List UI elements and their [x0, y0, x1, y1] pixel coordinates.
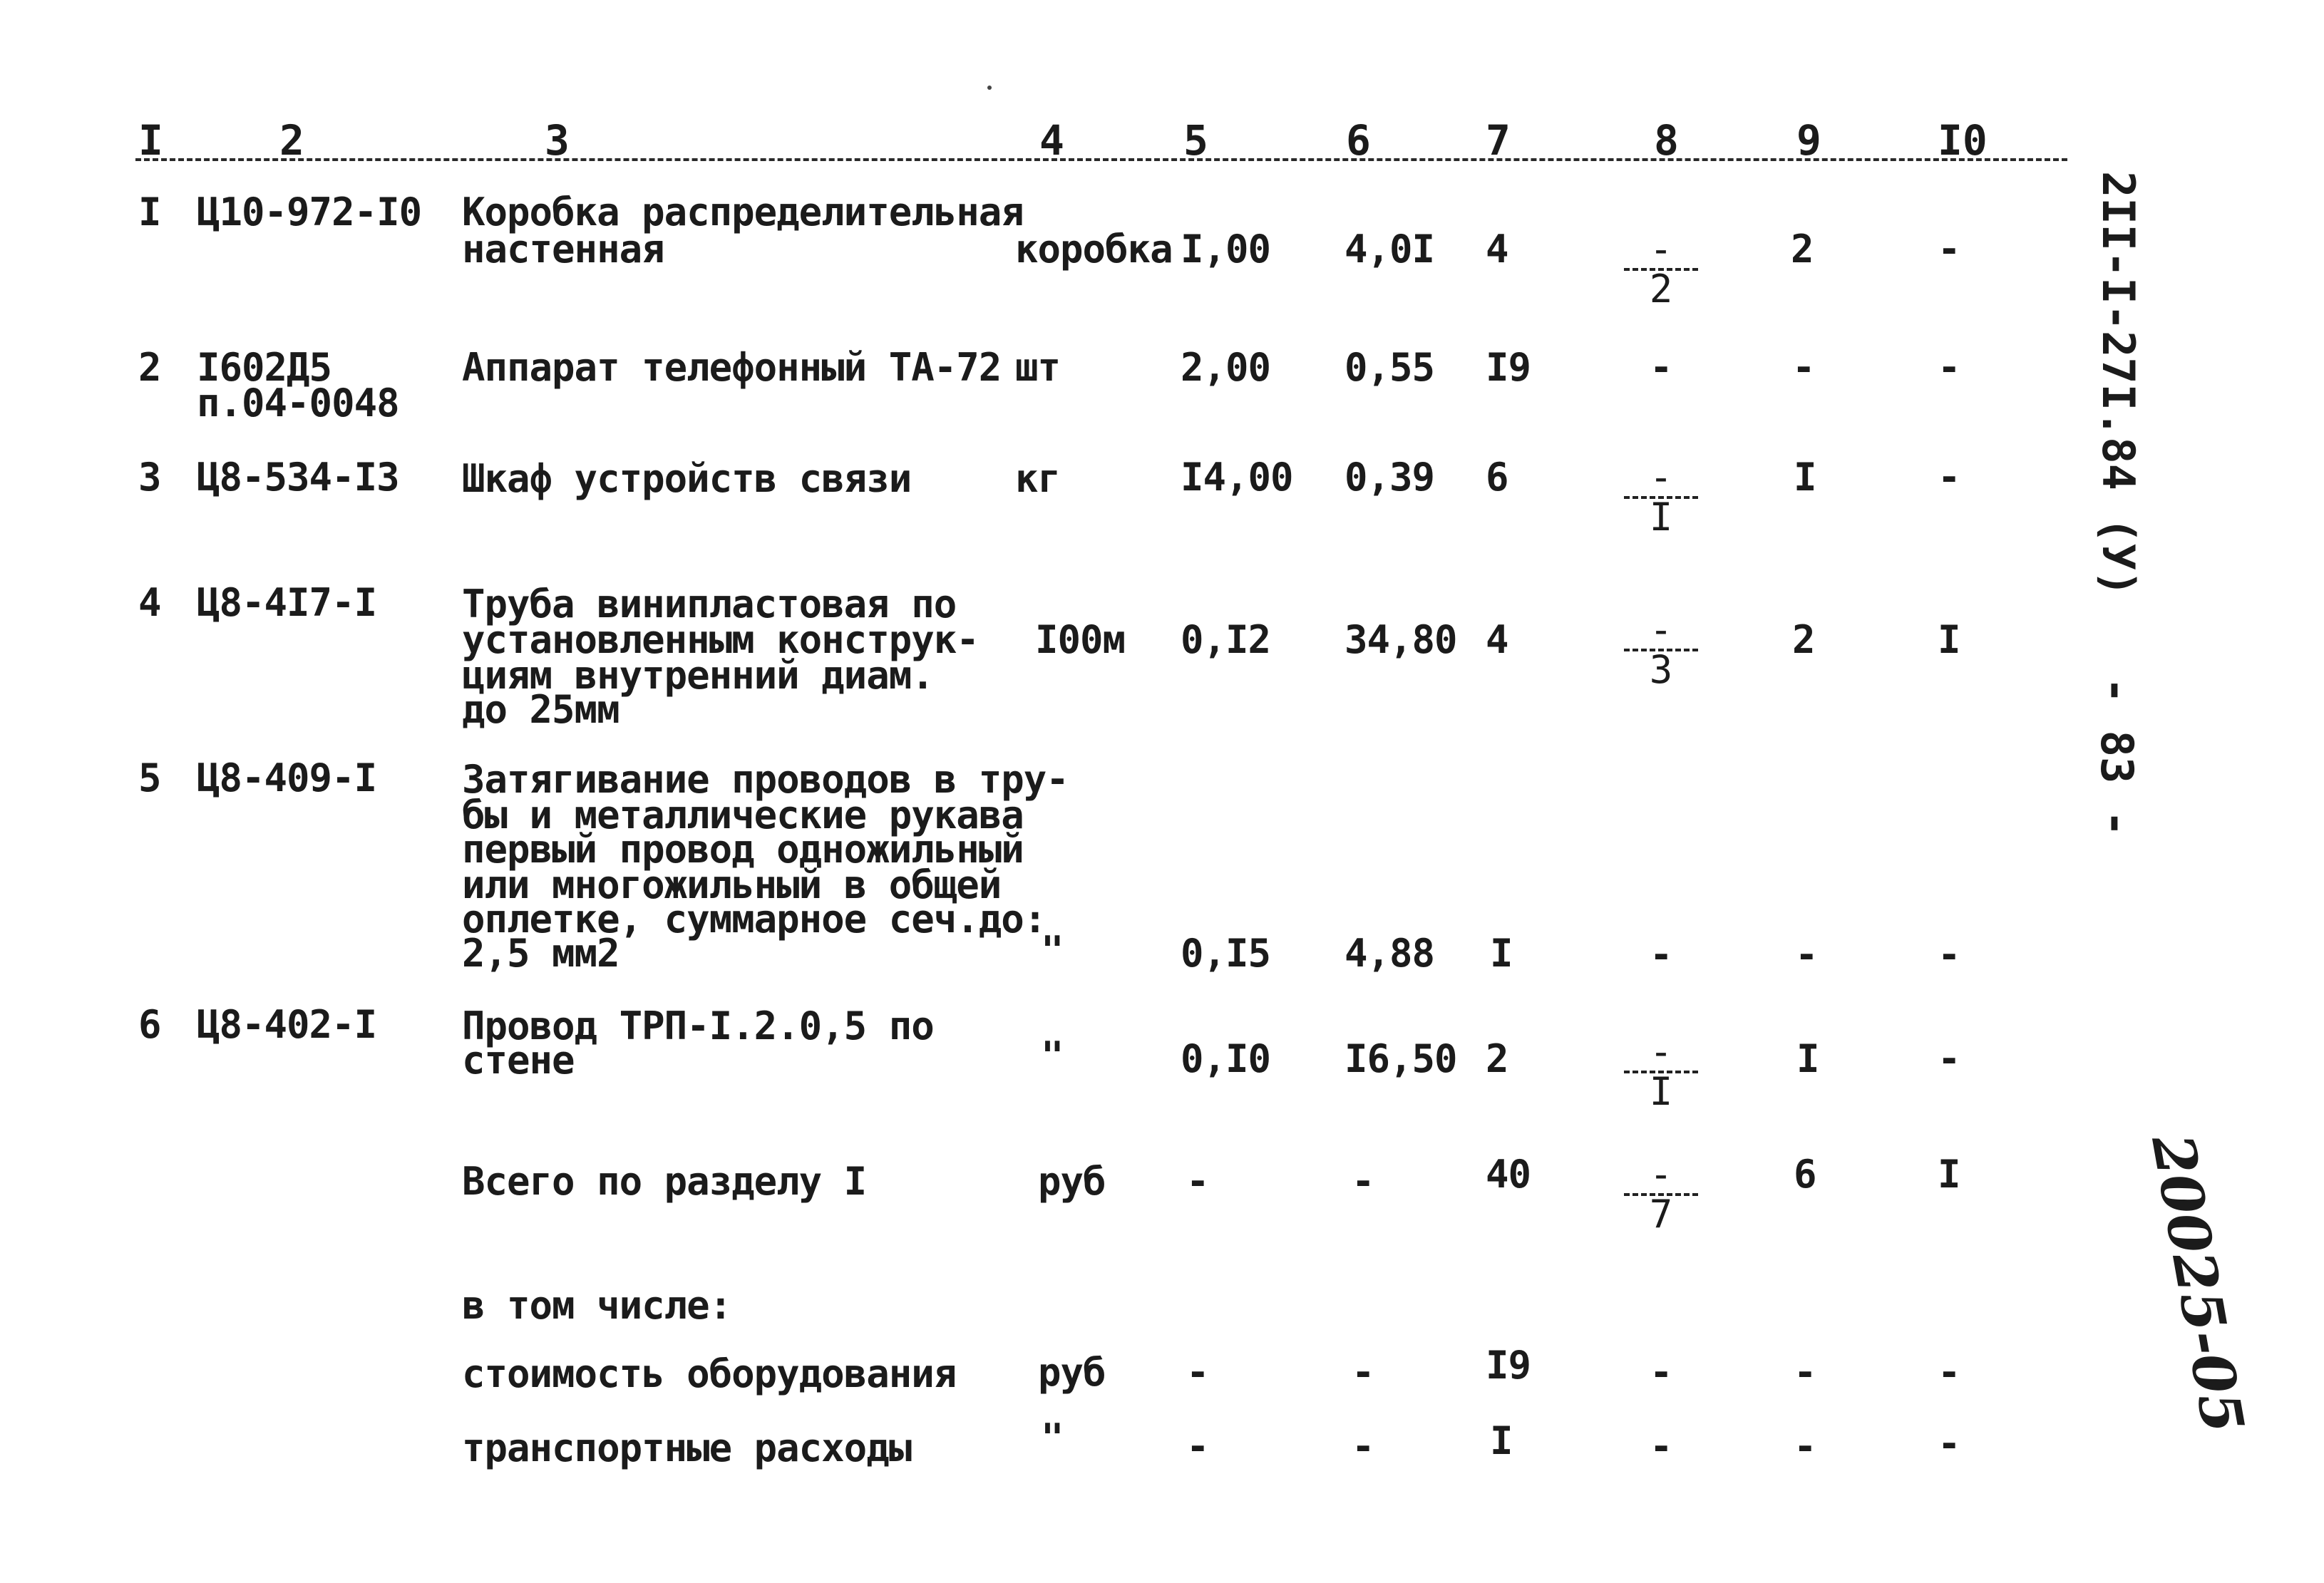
row-number: 6 [138, 1002, 161, 1047]
item-name-line: бы и металлические рукава [462, 793, 1024, 837]
fraction-denominator: 7 [1649, 1192, 1673, 1237]
unit-ditto-mark: " [1041, 1416, 1064, 1460]
col8-value: - [1650, 932, 1672, 977]
item-name-line: настенная [462, 227, 664, 272]
col8-fraction [1618, 227, 1704, 311]
col9-value: - [1794, 1424, 1816, 1469]
col8-fraction [1618, 607, 1704, 692]
col9-value: 6 [1794, 1152, 1816, 1197]
col7-value: 2 [1486, 1036, 1508, 1081]
col10-value: - [1938, 345, 1960, 390]
subtotal-label: транспортные расходы [462, 1425, 912, 1470]
col10-value: - [1938, 932, 1960, 977]
unit: руб [1038, 1159, 1106, 1204]
subtotal-label: стоимость оборудования [462, 1351, 957, 1396]
col8-value: - [1650, 1350, 1672, 1395]
item-name-line: первый провод одножильный [462, 827, 1024, 872]
col9-value: I [1796, 1036, 1819, 1081]
col7-value: I [1490, 1418, 1513, 1463]
unit-price: - [1352, 1159, 1374, 1204]
col8-fraction [1618, 1029, 1704, 1114]
quantity: 2,00 [1181, 345, 1271, 390]
fraction-numerator: - [1649, 227, 1673, 272]
col10-value: I [1938, 617, 1960, 662]
quantity: 0,I0 [1181, 1036, 1271, 1081]
col9-value: 2 [1792, 617, 1815, 662]
fraction-numerator: - [1649, 607, 1673, 652]
col8-fraction [1618, 1152, 1704, 1237]
item-name-line: Шкаф устройств связи [462, 456, 912, 501]
fraction-denominator: 2 [1649, 267, 1673, 311]
header-rule [135, 158, 2067, 161]
item-name-line: Провод ТРП-I.2.0,5 по [462, 1004, 934, 1048]
col-header-8: 8 [1654, 116, 1679, 165]
fraction-denominator: I [1649, 1069, 1673, 1114]
col-header-3: 3 [545, 116, 570, 165]
col8-value: - [1650, 345, 1672, 390]
row-number: 4 [138, 580, 161, 625]
col-header-6: 6 [1346, 116, 1371, 165]
col10-value: - [1938, 227, 1960, 272]
item-name-line: до 25мм [462, 687, 619, 732]
col9-value: - [1794, 1350, 1816, 1395]
col10-value: - [1938, 1350, 1960, 1395]
col9-value: I [1794, 455, 1816, 500]
unit: I00м [1035, 617, 1126, 662]
col9-value: 2 [1791, 227, 1814, 272]
price-code: Ц8-402-I [197, 1002, 377, 1047]
total-label: Всего по разделу I [462, 1159, 867, 1204]
item-name-line: Аппарат телефонный ТА-72 [462, 345, 1002, 390]
quantity: - [1186, 1159, 1209, 1204]
col7-value: 40 [1486, 1152, 1531, 1197]
col7-value: 6 [1486, 455, 1508, 500]
unit-ditto-mark: " [1041, 928, 1064, 973]
col7-value: I9 [1486, 1343, 1531, 1388]
unit: руб [1038, 1350, 1106, 1395]
unit: кг [1015, 456, 1061, 501]
scan-speck [987, 86, 992, 90]
col-header-5: 5 [1183, 116, 1208, 165]
col10-value: - [1938, 1421, 1960, 1466]
quantity: 0,I5 [1181, 931, 1271, 976]
including-label: в том числе: [462, 1283, 732, 1328]
unit-price: 4,88 [1344, 931, 1435, 976]
fraction-numerator: - [1649, 455, 1673, 500]
unit-price: 4,0I [1344, 227, 1435, 272]
unit-ditto-mark: " [1041, 1033, 1064, 1078]
item-name-line: 2,5 мм2 [462, 931, 619, 976]
col10-value: - [1938, 1036, 1960, 1081]
col-header-2: 2 [279, 116, 304, 165]
col9-value: - [1792, 345, 1815, 390]
col9-value: - [1795, 932, 1818, 977]
item-name-line: Коробка распределительная [462, 190, 1024, 234]
col-header-4: 4 [1039, 116, 1064, 165]
handwritten-number: 20025-05 [2139, 1129, 2258, 1438]
item-name-line: Затягивание проводов в тру- [462, 757, 1069, 802]
price-code: п.04-0048 [197, 381, 399, 426]
price-code: Ц8-409-I [197, 756, 377, 800]
col-header-9: 9 [1796, 116, 1821, 165]
quantity: I4,00 [1181, 455, 1293, 500]
col8-fraction [1618, 455, 1704, 540]
col7-value: I9 [1486, 345, 1531, 390]
quantity: 0,I2 [1181, 617, 1271, 662]
col-header-7: 7 [1486, 116, 1511, 165]
unit: шт [1015, 345, 1061, 390]
item-name-line: циям внутренний диам. [462, 653, 934, 698]
price-code: I602Д5 [197, 345, 332, 390]
price-code: Ц10-972-I0 [197, 190, 422, 234]
quantity: - [1186, 1350, 1209, 1395]
col7-value: 4 [1486, 617, 1508, 662]
col7-value: I [1490, 931, 1513, 976]
col10-value: - [1938, 455, 1960, 500]
item-name-line: установленным конструк- [462, 617, 979, 662]
item-name-line: оплетке, суммарное сеч.до: [462, 897, 1047, 942]
fraction-denominator: 3 [1649, 647, 1673, 692]
item-name-line: Труба винипластовая по [462, 582, 957, 627]
item-name-line: или многожильный в общей [462, 862, 1002, 907]
unit-price: I6,50 [1344, 1036, 1457, 1081]
price-code: Ц8-4I7-I [197, 580, 377, 625]
unit-price: 0,39 [1344, 455, 1435, 500]
quantity: - [1186, 1424, 1209, 1469]
unit-price: 34,80 [1344, 617, 1457, 662]
fraction-numerator: - [1649, 1152, 1673, 1197]
col-header-1: I [138, 116, 163, 165]
unit-price: - [1352, 1350, 1374, 1395]
unit-price: 0,55 [1344, 345, 1435, 390]
row-number: 5 [138, 756, 161, 800]
item-name-line: стене [462, 1038, 575, 1083]
row-number: 3 [138, 455, 161, 500]
unit-price: - [1352, 1424, 1374, 1469]
document-code: 2II-I-27I.84 (У) [2092, 171, 2144, 597]
quantity: I,00 [1181, 227, 1271, 272]
fraction-denominator: I [1649, 495, 1673, 540]
col10-value: I [1938, 1152, 1960, 1197]
col-header-10: I0 [1938, 116, 1988, 165]
unit: коробка [1015, 227, 1173, 272]
fraction-numerator: - [1649, 1029, 1673, 1074]
row-number: 2 [138, 345, 161, 390]
page-number: - 83 - [2091, 677, 2143, 837]
row-number: I [138, 190, 161, 234]
price-code: Ц8-534-I3 [197, 455, 399, 500]
col8-value: - [1650, 1424, 1672, 1469]
col7-value: 4 [1486, 227, 1508, 272]
